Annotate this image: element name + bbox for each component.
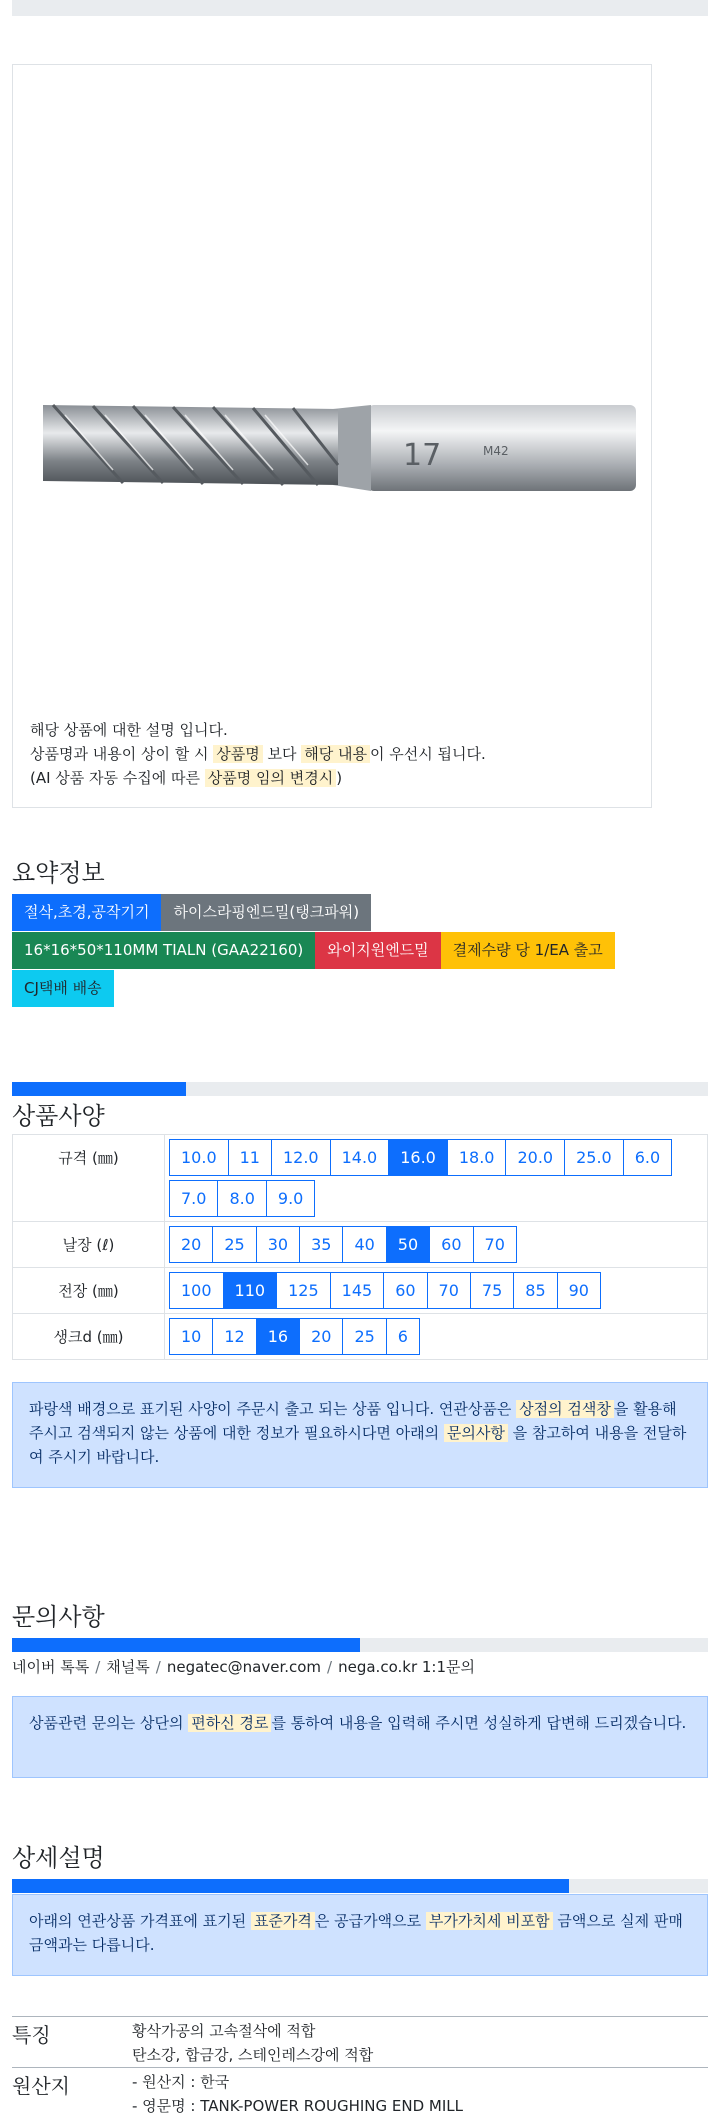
spec-option[interactable]: 75	[470, 1272, 514, 1309]
notice-text: 을 참고하여 내용을 전달하여 주시기 바랍니다.	[29, 1424, 687, 1466]
feature-key: 원산지	[12, 2068, 132, 2115]
spec-option[interactable]: 12.0	[271, 1139, 331, 1176]
feature-line: 황삭가공의 고속절삭에 적합	[132, 2022, 316, 2040]
highlight-standard-price: 표준가격	[251, 1912, 315, 1930]
separator: /	[155, 1658, 161, 1676]
spec-option[interactable]: 35	[299, 1226, 343, 1263]
desc-text: 보다	[262, 745, 302, 763]
spec-options	[165, 1135, 708, 1222]
feature-line: - 원산지 : 한국	[132, 2073, 230, 2091]
notice-text: 파랑색 배경으로 표기된 사양이 주문시 출고 되는 상품 입니다. 연관상품은	[29, 1400, 517, 1418]
spec-option[interactable]: 7.0	[169, 1180, 218, 1217]
spec-notice	[12, 1382, 708, 1488]
feature-table	[12, 2016, 708, 2115]
badge-product-line: 하이스라핑엔드밀(탱크파워)	[161, 894, 371, 931]
badge-quantity: 결제수량 당 1/EA 출고	[441, 932, 615, 969]
badge-shipping: CJ택배 배송	[12, 970, 114, 1007]
spec-option[interactable]: 145	[330, 1272, 385, 1309]
feature-value	[132, 2068, 708, 2115]
detail-title: 상세설명	[12, 1844, 105, 1872]
image-size-mark: 17	[403, 438, 442, 473]
spec-option[interactable]: 25	[342, 1318, 386, 1355]
notice-text: 은 공급가액으로	[314, 1912, 426, 1930]
feature-key: 특징	[12, 2017, 132, 2068]
spec-option[interactable]: 25	[212, 1226, 256, 1263]
spec-label: 생크d (㎜)	[13, 1314, 165, 1360]
end-mill-image	[13, 305, 653, 555]
desc-text: )	[336, 769, 343, 787]
spec-progress	[12, 1082, 708, 1096]
spec-option[interactable]: 25.0	[564, 1139, 624, 1176]
spec-option[interactable]: 6.0	[623, 1139, 672, 1176]
notice-text: 를 통하여 내용을 입력해 주시면 성실하게 답변해 드리겠습니다.	[271, 1714, 687, 1732]
highlight-name-change: 상품명 임의 변경시	[205, 769, 336, 787]
spec-row	[13, 1314, 708, 1360]
spec-option[interactable]: 9.0	[266, 1180, 315, 1217]
notice-text: 상품관련 문의는 상단의	[29, 1714, 189, 1732]
desc-text: (AI 상품 자동 수집에 따른	[30, 769, 205, 787]
product-card	[12, 64, 652, 808]
highlight-inquiry: 문의사항	[444, 1424, 508, 1442]
spec-label: 전장 (㎜)	[13, 1268, 165, 1314]
image-grade-mark: M42	[483, 444, 509, 458]
spec-option[interactable]: 6	[386, 1318, 420, 1355]
highlight-vat: 부가가치세 비포함	[426, 1912, 553, 1930]
spec-option-selected[interactable]: 16.0	[388, 1139, 448, 1176]
notice-text: 을 활용해 주시고 검색되지 않는 상품에 대한 정보가 필요하시다면 아래의	[29, 1400, 677, 1442]
highlight-product-name: 상품명	[213, 745, 262, 763]
spec-option[interactable]: 10	[169, 1318, 213, 1355]
highlight-content: 해당 내용	[301, 745, 370, 763]
spec-option[interactable]: 14.0	[330, 1139, 390, 1176]
spec-options	[165, 1222, 708, 1268]
spec-row	[13, 1135, 708, 1222]
inquiry-progress	[12, 1638, 708, 1652]
desc-line-3	[30, 766, 486, 790]
spec-progress-fill	[12, 1082, 186, 1096]
spec-option-selected[interactable]: 110	[223, 1272, 278, 1309]
spec-row	[13, 1222, 708, 1268]
spec-option[interactable]: 125	[276, 1272, 331, 1309]
spec-option[interactable]: 11	[228, 1139, 272, 1176]
spec-option[interactable]: 60	[429, 1226, 473, 1263]
top-bar	[12, 0, 708, 16]
spec-option[interactable]: 70	[427, 1272, 471, 1309]
spec-option[interactable]: 90	[557, 1272, 601, 1309]
badge-category: 절삭,초경,공작기기	[12, 894, 161, 931]
spec-option-selected[interactable]: 50	[386, 1226, 430, 1263]
inquiry-progress-fill	[12, 1638, 360, 1652]
feature-row	[12, 2068, 708, 2115]
notice-text: 아래의 연관상품 가격표에 표기된	[29, 1912, 251, 1930]
feature-line: - 영문명 : TANK-POWER ROUGHING END MILL	[132, 2097, 463, 2115]
spec-table	[12, 1134, 708, 1360]
spec-option[interactable]: 8.0	[217, 1180, 266, 1217]
feature-line: 탄소강, 합금강, 스테인레스강에 적합	[132, 2046, 374, 2064]
inquiry-title: 문의사항	[12, 1603, 105, 1631]
spec-options	[165, 1268, 708, 1314]
spec-row	[13, 1268, 708, 1314]
spec-option[interactable]: 85	[513, 1272, 557, 1309]
desc-line-2	[30, 742, 486, 766]
detail-progress	[12, 1879, 708, 1893]
detail-notice	[12, 1894, 708, 1976]
separator: /	[95, 1658, 101, 1676]
spec-option[interactable]: 30	[256, 1226, 300, 1263]
spec-option-selected[interactable]: 16	[256, 1318, 300, 1355]
contact-links	[12, 1656, 475, 1677]
separator: /	[327, 1658, 333, 1676]
highlight-route: 편하신 경로	[188, 1714, 271, 1732]
desc-line-1: 해당 상품에 대한 설명 입니다.	[30, 721, 228, 739]
contact-naver-talk[interactable]: 네이버 톡톡	[12, 1658, 90, 1676]
spec-label: 날장 (ℓ)	[13, 1222, 165, 1268]
badge-brand: 와이지원엔드밀	[315, 932, 440, 969]
feature-row	[12, 2017, 708, 2068]
summary-title: 요약정보	[12, 859, 105, 887]
contact-channel-talk[interactable]: 채널톡	[106, 1658, 150, 1676]
notice-text: 금액으로 실제 판매금액과는 다릅니다.	[29, 1912, 683, 1954]
spec-option[interactable]: 18.0	[447, 1139, 507, 1176]
summary-badges	[12, 894, 708, 1008]
contact-email[interactable]: negatec@naver.com	[166, 1658, 322, 1676]
spec-label: 규격 (㎜)	[13, 1135, 165, 1222]
spec-option[interactable]: 70	[473, 1226, 517, 1263]
detail-progress-fill	[12, 1879, 569, 1893]
spec-option[interactable]: 100	[169, 1272, 224, 1309]
desc-text: 상품명과 내용이 상이 할 시	[30, 745, 214, 763]
spec-option[interactable]: 20	[169, 1226, 213, 1263]
inquiry-notice	[12, 1696, 708, 1778]
spec-option[interactable]: 20.0	[505, 1139, 565, 1176]
spec-option[interactable]: 10.0	[169, 1139, 229, 1176]
contact-one-on-one[interactable]: nega.co.kr 1:1문의	[338, 1658, 475, 1676]
product-description	[30, 718, 486, 790]
highlight-search: 상점의 검색창	[516, 1400, 614, 1418]
spec-option[interactable]: 12	[212, 1318, 256, 1355]
spec-option[interactable]: 40	[342, 1226, 386, 1263]
desc-text: 이 우선시 됩니다.	[369, 745, 486, 763]
feature-value	[132, 2017, 708, 2068]
spec-title: 상품사양	[12, 1102, 105, 1130]
spec-options	[165, 1314, 708, 1360]
spec-option[interactable]: 20	[299, 1318, 343, 1355]
spec-option[interactable]: 60	[383, 1272, 427, 1309]
badge-model: 16*16*50*110MM TIALN (GAA22160)	[12, 932, 315, 969]
